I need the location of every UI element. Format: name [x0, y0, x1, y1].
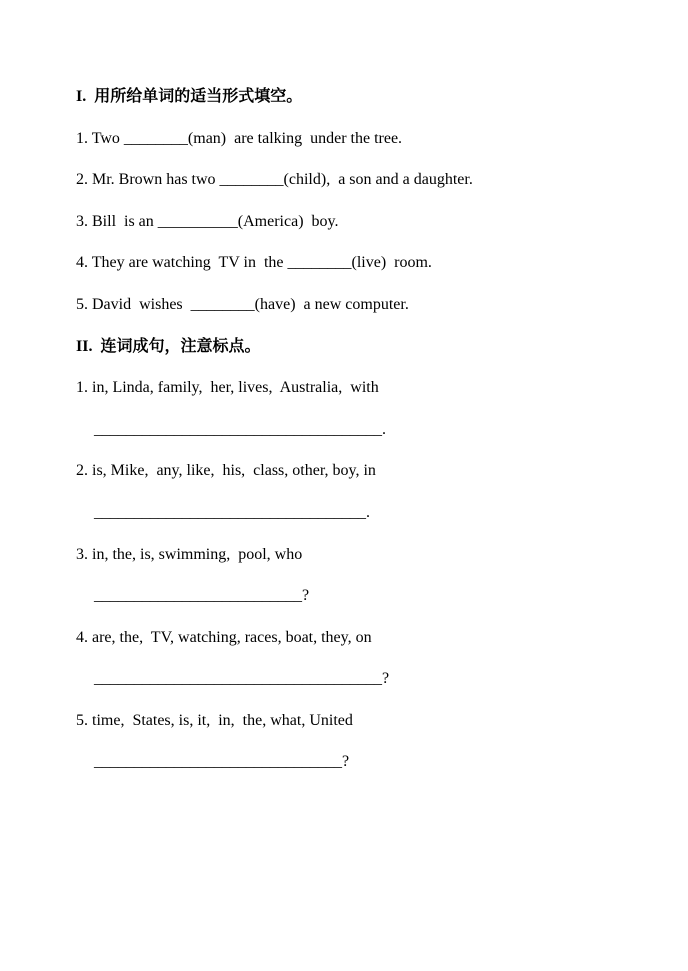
- sentence-words-4: 4. are, the, TV, watching, races, boat, they, on: [76, 629, 372, 646]
- sentence-answer-line-3: __________________________?: [94, 587, 310, 604]
- fill-blank-item-4: 4. They are watching TV in the ________(live) room.: [76, 254, 432, 271]
- section-2-heading: II. 连词成句，注意标点。: [76, 338, 261, 355]
- fill-blank-item-1: 1. Two ________(man) are talking under the tree.: [76, 130, 403, 147]
- sentence-answer-line-2: __________________________________.: [94, 504, 370, 521]
- sentence-answer-line-1: ____________________________________.: [94, 421, 386, 438]
- sentence-words-2: 2. is, Mike, any, like, his, class, other, boy, in: [76, 462, 376, 479]
- fill-blank-item-2: 2. Mr. Brown has two ________(child), a son and a daughter.: [76, 171, 473, 188]
- sentence-answer-line-4: ____________________________________?: [94, 670, 390, 687]
- sentence-answer-line-5: _______________________________?: [94, 753, 350, 770]
- sentence-words-5: 5. time, States, is, it, in, the, what, United: [76, 712, 353, 729]
- section-1-heading: I. 用所给单词的适当形式填空。: [76, 88, 303, 105]
- fill-blank-item-5: 5. David wishes ________(have) a new computer.: [76, 296, 409, 313]
- fill-blank-item-3: 3. Bill is an __________(America) boy.: [76, 213, 339, 230]
- sentence-words-3: 3. in, the, is, swimming, pool, who: [76, 546, 303, 563]
- sentence-words-1: 1. in, Linda, family, her, lives, Australia, with: [76, 379, 379, 396]
